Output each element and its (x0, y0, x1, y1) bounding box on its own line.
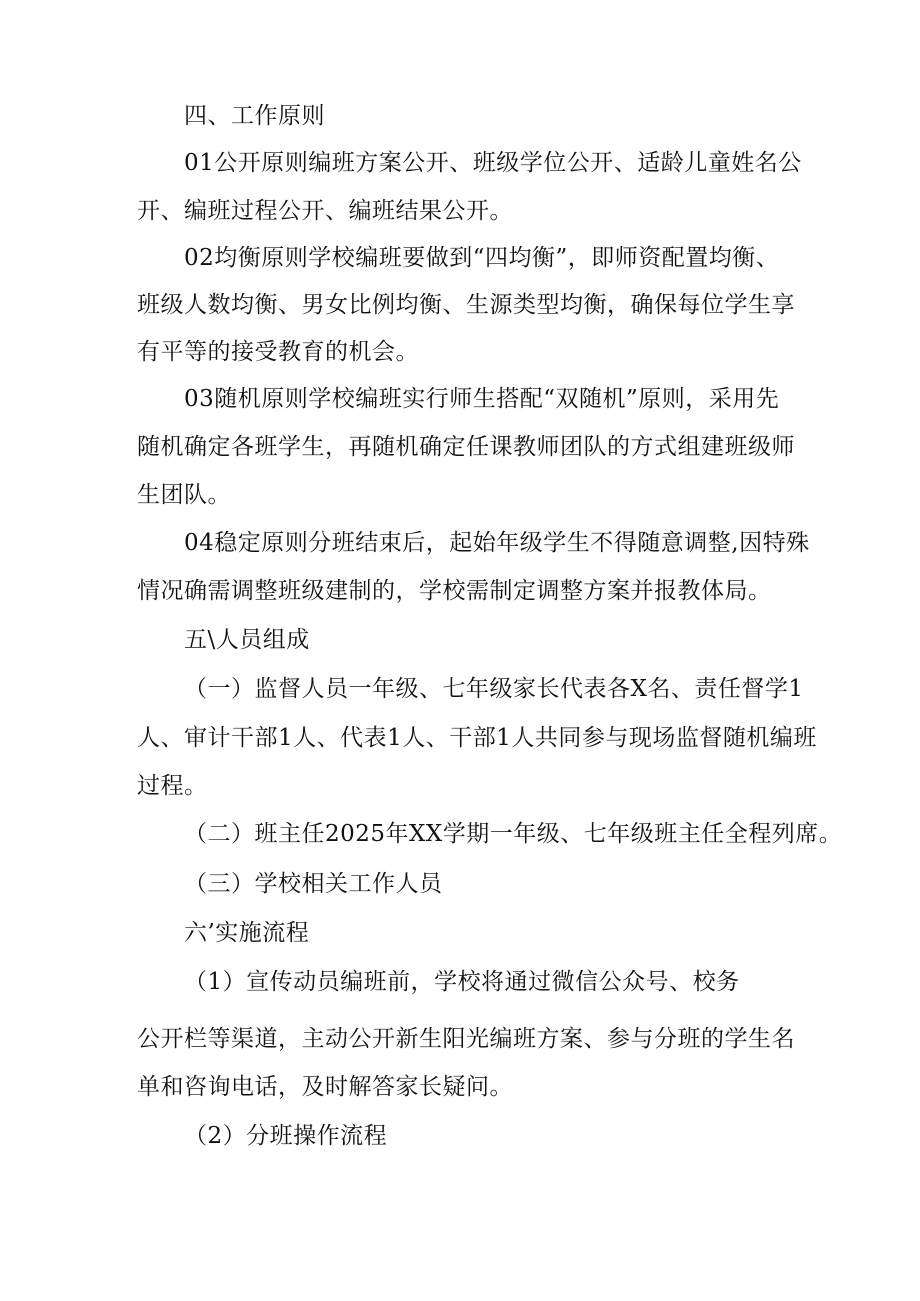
section-5-item-3: （三）学校相关工作人员 (184, 871, 443, 897)
section-6-item-1-line-1: （1）宣传动员编班前，学校将通过微信公众号、校务 (184, 969, 740, 995)
paragraph-04-line-2: 情况确需调整班级建制的，学校需制定调整方案并报教体局。 (137, 578, 772, 604)
paragraph-03-line-3: 生团队。 (137, 482, 231, 508)
section-4-heading: 四、工作原则 (184, 103, 325, 129)
section-6-item-2: （2）分班操作流程 (184, 1123, 388, 1149)
paragraph-01-line-1: 01公开原则编班方案公开、班级学位公开、适龄儿童姓名公 (184, 150, 802, 176)
paragraph-04-line-1: 04稳定原则分班结束后，起始年级学生不得随意调整,因特殊 (184, 530, 810, 556)
paragraph-02-line-2: 班级人数均衡、男女比例均衡、生源类型均衡，确保每位学生享 (137, 292, 795, 318)
paragraph-03-line-2: 随机确定各班学生，再随机确定任课教师团队的方式组建班级师 (137, 434, 795, 460)
paragraph-02-line-1: 02均衡原则学校编班要做到“四均衡”，即师资配置均衡、 (184, 245, 780, 271)
section-6-item-1-line-2: 公开栏等渠道，主动公开新生阳光编班方案、参与分班的学生名 (137, 1026, 795, 1052)
paragraph-01-line-2: 开、编班过程公开、编班结果公开。 (137, 198, 513, 224)
paragraph-02-line-3: 有平等的接受教育的机会。 (137, 339, 419, 365)
section-5-item-1-line-1: （一）监督人员一年级、七年级家长代表各X名、责任督学1 (184, 676, 804, 702)
paragraph-03-line-1: 03随机原则学校编班实行师生搭配“双随机”原则，采用先 (184, 386, 780, 412)
section-6-heading: 六’实施流程 (184, 920, 310, 946)
section-5-item-1-line-3: 过程。 (137, 773, 208, 799)
section-5-heading: 五\人员组成 (184, 627, 310, 653)
section-5-item-1-line-2: 人、审计干部1人、代表1人、干部1人共同参与现场监督随机编班 (137, 725, 817, 751)
section-6-item-1-line-3: 单和咨询电话，及时解答家长疑问。 (137, 1074, 513, 1100)
section-5-item-2: （二）班主任2025年XX学期一年级、七年级班主任全程列席。 (184, 821, 843, 847)
